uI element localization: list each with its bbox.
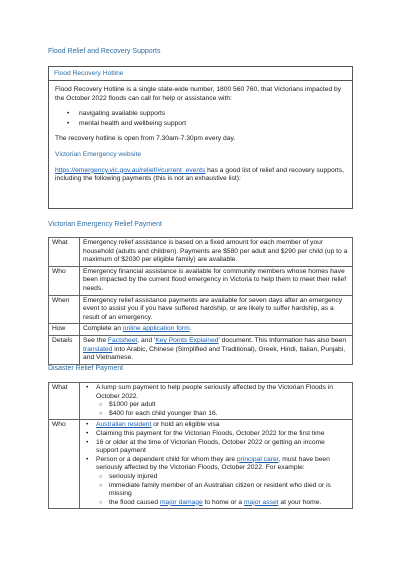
- erp-details-label: Details: [49, 335, 80, 364]
- hotline-list: [55, 110, 346, 128]
- table-row: [49, 324, 353, 336]
- list-item: • Australian resident or hold an eligible visa: [83, 421, 349, 430]
- erp-how-label: How: [49, 324, 80, 336]
- major-asset-link[interactable]: major asset: [243, 498, 279, 506]
- erp-what-label: What: [49, 238, 80, 267]
- drp-who: [80, 420, 353, 509]
- emergency-website-link[interactable]: https://emergency.vic.gov.au/relief/#current_events: [55, 166, 206, 174]
- erp-details: See the Factsheet, and 'Key Points Explained' document. This Information has also been translated into Arabic, Chinese (Simplified and Traditional), Greek, Hindi, Italian, Punjabi, and Vietnamese.: [80, 335, 353, 364]
- hotline-title: Flood Recovery Hotline: [49, 67, 352, 81]
- list-item: • 16 or older at the time of Victorian Floods, October 2022 or getting an income support payment: [83, 439, 349, 456]
- list-item: • Claiming this payment for the Victorian Floods, October 2022 for the first time: [83, 430, 349, 439]
- table-row: [49, 420, 353, 509]
- page-heading: Flood Relief and Recovery Supports: [48, 48, 161, 55]
- erp-heading: Victorian Emergency Relief Payment: [48, 221, 162, 228]
- drp-what: [80, 383, 353, 420]
- drp-what-label: What: [49, 383, 80, 420]
- list-item: • A lump sum payment to help people seriously affected by the Victorian Floods in October 2022.: [83, 384, 349, 401]
- list-item: • mental health and wellbeing support: [55, 120, 346, 129]
- list-item: ○ seriously injured: [83, 473, 349, 482]
- erp-who-label: Who: [49, 266, 80, 295]
- table-row: [49, 383, 353, 420]
- website-paragraph: [55, 167, 346, 184]
- list-item: • navigating available supports: [55, 110, 346, 119]
- factsheet-link[interactable]: Factsheet: [107, 336, 138, 344]
- list-item: ○ immediate family member of an Australian citizen or resident who died or is missing: [83, 482, 349, 499]
- erp-when: Emergency relief assistance payments are available for seven days after an emergency event to assist you if you have suffered hardship, or are likely to suffer hardship, as a result of an emergency.: [80, 295, 353, 324]
- list-item: ○ $1000 per adult: [83, 401, 349, 410]
- hotline-hours: The recovery hotline is open from 7.30am-7.30pm every day.: [55, 135, 236, 143]
- erp-who: Emergency financial assistance is available for community members whose homes have been impacted by the current flood emergency in Victoria to help them to meet their relief needs.: [80, 266, 353, 295]
- list-item: • Person or a dependent child for whom they are principal carer, must have been seriously affected by the Victorian Floods, October 2022. For example:: [83, 456, 349, 473]
- drp-heading: Disaster Relief Payment: [48, 365, 124, 372]
- erp-when-label: When: [49, 295, 80, 324]
- table-row: [49, 238, 353, 267]
- table-row: [49, 266, 353, 295]
- list-item: ○ the flood caused major damage to home or a major asset at your home.: [83, 499, 349, 508]
- list-item: ○ $400 for each child younger than 16.: [83, 410, 349, 419]
- hotline-intro: Flood Recovery Hotline is a single state-wide number, 1800 560 760, that Victorians impacted by the October 2022 floods can call for help or assistance with:: [55, 86, 342, 102]
- website-text: has a good list of relief and recovery supports, including the following payments (this is not an exhaustive list):: [55, 166, 344, 183]
- principal-carer-link[interactable]: principal carer: [236, 455, 279, 463]
- erp-table: [48, 237, 353, 365]
- translated-link[interactable]: translated: [83, 345, 113, 353]
- australian-resident-link[interactable]: Australian resident: [96, 421, 152, 429]
- key-points-link[interactable]: Key Points Explained: [155, 336, 219, 344]
- website-title: Victorian Emergency website: [55, 150, 142, 158]
- hotline-box: [48, 66, 353, 209]
- online-application-link[interactable]: online application form: [122, 325, 190, 333]
- table-row: [49, 335, 353, 364]
- drp-table: [48, 382, 353, 509]
- erp-how: Complete an online application form.: [80, 324, 353, 336]
- drp-who-label: Who: [49, 420, 80, 509]
- table-row: [49, 295, 353, 324]
- major-damage-link[interactable]: major damage: [159, 498, 203, 506]
- erp-what: Emergency relief assistance is based on a fixed amount for each member of your household (adults and children). Payments are $580 per adult and $290 per child (up to a maximum of $2030 per eligible family) are available.: [80, 238, 353, 267]
